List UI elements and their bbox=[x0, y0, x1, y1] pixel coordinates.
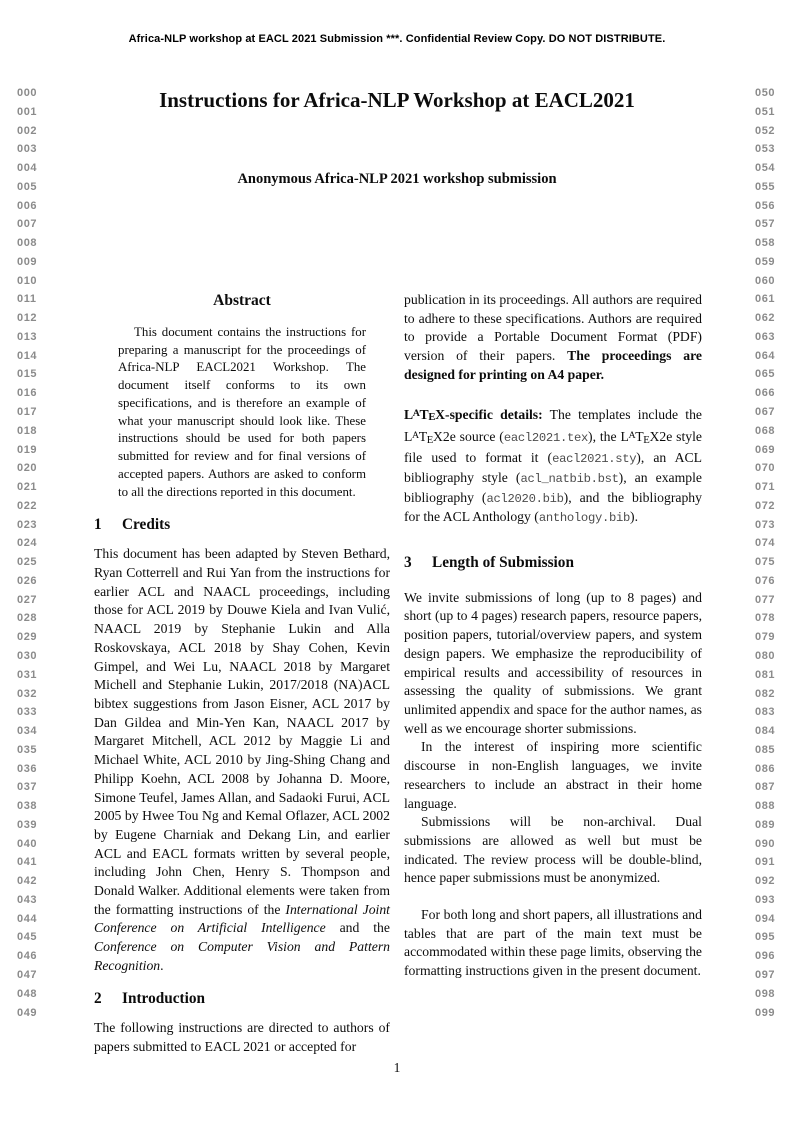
line-number: 032 bbox=[17, 687, 38, 700]
text-segment: eacl2021.tex bbox=[503, 430, 589, 445]
line-number: 070 bbox=[755, 462, 776, 475]
section-number: 1 bbox=[94, 515, 102, 533]
section-title: Length of Submission bbox=[432, 554, 574, 572]
line-number: 027 bbox=[17, 593, 38, 606]
text-segment: The proceedings are designed for printing on A4 paper. bbox=[404, 348, 702, 382]
line-number: 055 bbox=[755, 180, 776, 193]
line-number: 059 bbox=[755, 255, 776, 268]
line-number: 033 bbox=[17, 706, 38, 719]
line-number: 038 bbox=[17, 800, 38, 813]
line-number: 041 bbox=[17, 856, 38, 869]
line-number: 005 bbox=[17, 180, 38, 193]
length-paragraph-2 bbox=[404, 738, 702, 813]
line-number: 006 bbox=[17, 199, 38, 212]
text-segment: E bbox=[428, 411, 436, 424]
section-title: Introduction bbox=[122, 989, 206, 1007]
introduction-paragraph bbox=[94, 1019, 390, 1056]
line-number: 065 bbox=[755, 368, 776, 381]
text-segment: The templates include the L bbox=[404, 406, 702, 444]
line-number: 009 bbox=[17, 255, 38, 268]
line-number: 095 bbox=[755, 931, 776, 944]
text-segment: publication in its proceedings. All authors are required to adhere to these specifications. Authors are required to provide a Portable Document Format (PDF) version of their papers. bbox=[404, 292, 703, 364]
paper-title: Instructions for Africa-NLP Workshop at EACL2021 bbox=[159, 88, 635, 112]
text-segment: X2e source ( bbox=[433, 428, 504, 444]
line-number: 079 bbox=[755, 631, 776, 644]
line-number: 004 bbox=[17, 162, 38, 175]
text-segment: ), the L bbox=[588, 428, 629, 444]
line-number: 043 bbox=[17, 893, 38, 906]
line-number: 002 bbox=[17, 124, 38, 137]
line-number: 014 bbox=[17, 349, 38, 362]
line-number: 090 bbox=[755, 837, 776, 850]
text-segment: E bbox=[426, 433, 434, 446]
text-segment: For both long and short papers, all illustrations and tables that are part of the main text must be accommodated within these page limits, observing the formatting instructions given in the present document. bbox=[404, 907, 702, 979]
line-number: 093 bbox=[755, 893, 776, 906]
line-number: 040 bbox=[17, 837, 38, 850]
abstract-heading: Abstract bbox=[213, 292, 271, 309]
page-number: 1 bbox=[393, 1060, 401, 1075]
line-number: 017 bbox=[17, 406, 38, 419]
author-line: Anonymous Africa-NLP 2021 workshop submission bbox=[237, 171, 557, 187]
text-segment: ), an ACL bibliography style ( bbox=[404, 450, 702, 485]
text-segment: T bbox=[419, 406, 429, 422]
text-segment: X2e style file used to format it ( bbox=[404, 428, 702, 466]
line-number: 013 bbox=[17, 330, 38, 343]
line-number: 039 bbox=[17, 818, 38, 831]
line-number: 064 bbox=[755, 349, 776, 362]
line-number: 045 bbox=[17, 931, 38, 944]
line-number: 098 bbox=[755, 987, 776, 1000]
line-number: 001 bbox=[17, 105, 38, 118]
section-heading-introduction bbox=[94, 990, 390, 1009]
text-segment: L bbox=[404, 406, 414, 422]
text-segment: ). bbox=[630, 509, 639, 525]
introduction-continuation-paragraph bbox=[404, 291, 702, 385]
line-number: 068 bbox=[755, 424, 776, 437]
section-number: 3 bbox=[404, 554, 412, 572]
line-number: 049 bbox=[17, 1006, 38, 1019]
line-number: 042 bbox=[17, 875, 38, 888]
line-number: 071 bbox=[755, 481, 776, 494]
line-number: 097 bbox=[755, 968, 776, 981]
text-segment: eacl2021.sty bbox=[552, 452, 637, 467]
text-segment: We invite submissions of long (up to 8 pages) and short (up to 4 pages) research papers, resource papers, position papers, tutorial/overview papers, and system design papers. We emphasize the reproducibility of empirical results and accessibility of resources in assessing the quality of submissions. We grant unlimited appendix and space for the author names, as well as we encourage shorter submissions. bbox=[404, 589, 702, 736]
abstract-text: This document contains the instructions for preparing a manuscript for the proceedings of Africa-NLP EACL2021 Workshop. The document itself conforms to its own specifications, and is therefore an example of what your manuscript should look like. These instructions should be used for both papers submitted for review and for final versions of accepted papers. Authors are asked to conform to all the directions reported in this document. bbox=[118, 324, 366, 499]
line-number: 085 bbox=[755, 743, 776, 756]
line-number: 026 bbox=[17, 574, 38, 587]
line-number: 053 bbox=[755, 143, 776, 156]
line-number: 080 bbox=[755, 649, 776, 662]
line-number: 022 bbox=[17, 499, 38, 512]
text-segment: In the interest of inspiring more scientific discourse in non-English languages, we invite researchers to include an abstract in their home language. bbox=[404, 739, 702, 811]
line-number: 018 bbox=[17, 424, 38, 437]
line-number: 037 bbox=[17, 781, 38, 794]
line-number: 066 bbox=[755, 387, 776, 400]
line-number: 088 bbox=[755, 800, 776, 813]
line-number: 092 bbox=[755, 875, 776, 888]
line-number: 019 bbox=[17, 443, 38, 456]
line-number-ruler-left bbox=[17, 84, 37, 1022]
latex-details-paragraph bbox=[404, 405, 702, 529]
line-number: 078 bbox=[755, 612, 776, 625]
section-heading-credits bbox=[94, 516, 390, 535]
line-number: 089 bbox=[755, 818, 776, 831]
text-segment: A bbox=[411, 429, 420, 441]
line-number: 099 bbox=[755, 1006, 776, 1019]
line-number: 077 bbox=[755, 593, 776, 606]
text-segment: T bbox=[635, 428, 644, 444]
line-number: 081 bbox=[755, 668, 776, 681]
line-number: 091 bbox=[755, 856, 776, 869]
text-segment: and the bbox=[325, 920, 390, 936]
text-segment: X-specific details: bbox=[435, 406, 543, 422]
text-segment: The following instructions are directed to authors of papers submitted to EACL 2021 or accepted for bbox=[94, 1020, 390, 1054]
line-number: 008 bbox=[17, 237, 38, 250]
section-title: Credits bbox=[122, 515, 171, 533]
line-number: 025 bbox=[17, 556, 38, 569]
line-number: 050 bbox=[755, 87, 776, 99]
text-segment: acl2020.bib bbox=[486, 491, 564, 506]
text-segment: T bbox=[418, 428, 428, 444]
text-segment: ), an example bibliography ( bbox=[404, 469, 703, 505]
line-number: 084 bbox=[755, 725, 776, 738]
line-number: 030 bbox=[17, 649, 38, 662]
line-number: 096 bbox=[755, 950, 776, 963]
line-number: 010 bbox=[17, 274, 38, 287]
text-segment: This document has been adapted by Steven Bethard, Ryan Cotterrell and Rui Yan from the instructions for earlier ACL and NAACL proceedings, including those for ACL 2019 by Douwe Kiela and Ivan Vulić, NAACL 2019 by Stephanie Lukin and Alla Roskovskaya, ACL 2018 by Shay Cohen, Kevin Gimpel, and Wei Lu, NAACL 2018 by Margaret Michell and Stephanie Lukin, 2017/2018 (NA)ACL bibtex suggestions from Jason Eisner, ACL 2017 by Dan Gildea and Min-Yen Kan, NAACL 2017 by Margaret Mitchell, ACL 2012 by Maggie Li and Michael White, ACL 2010 by Jing-Shing Chang and Philipp Koehn, ACL 2008 by Johanna D. Moore, Simone Teufel, James Allan, and Sadaoki Furui, ACL 2005 by Hwee Tou Ng and Kemal Oflazer, ACL 2002 by Eugene Charniak and Dekang Lin, and earlier ACL and EACL formats written by several people, including John Chen, Henry S. Thompson and Donald Walker. Additional elements were taken from the formatting instructions of the bbox=[94, 546, 390, 917]
column-right bbox=[404, 291, 702, 981]
line-number: 094 bbox=[755, 912, 776, 925]
line-number: 074 bbox=[755, 537, 776, 550]
line-number: 012 bbox=[17, 312, 38, 325]
column-left bbox=[94, 292, 390, 1057]
line-number: 087 bbox=[755, 781, 776, 794]
text-segment: ), and the bibliography for the ACL Anthology ( bbox=[404, 489, 702, 525]
text-segment: . bbox=[160, 957, 164, 973]
line-number: 031 bbox=[17, 668, 38, 681]
line-number: 035 bbox=[17, 743, 38, 756]
line-number: 082 bbox=[755, 687, 776, 700]
line-number: 057 bbox=[755, 218, 776, 231]
line-number: 069 bbox=[755, 443, 776, 456]
line-number: 056 bbox=[755, 199, 776, 212]
length-paragraph-4 bbox=[404, 906, 702, 981]
line-number: 060 bbox=[755, 274, 776, 287]
line-number: 020 bbox=[17, 462, 38, 475]
confidential-header: Africa-NLP workshop at EACL 2021 Submission ***. Confidential Review Copy. DO NOT DISTRIBUTE. bbox=[128, 33, 666, 45]
credits-paragraph bbox=[94, 545, 390, 975]
text-segment: anthology.bib bbox=[538, 511, 631, 526]
text-segment: acl_natbib.bst bbox=[520, 471, 619, 486]
line-number: 029 bbox=[17, 631, 38, 644]
text-segment: A bbox=[628, 429, 636, 441]
line-number: 036 bbox=[17, 762, 38, 775]
line-number: 015 bbox=[17, 368, 38, 381]
text-segment: International Joint Conference on Artificial Intelligence bbox=[94, 901, 390, 936]
length-paragraph-3 bbox=[404, 813, 702, 888]
line-number: 024 bbox=[17, 537, 38, 550]
line-number: 086 bbox=[755, 762, 776, 775]
line-number: 011 bbox=[17, 293, 37, 306]
line-number: 023 bbox=[17, 518, 38, 531]
line-number: 048 bbox=[17, 987, 38, 1000]
line-number: 047 bbox=[17, 968, 38, 981]
line-number: 000 bbox=[17, 87, 38, 99]
line-number: 054 bbox=[755, 162, 776, 175]
line-number: 046 bbox=[17, 950, 38, 963]
line-number: 061 bbox=[755, 293, 776, 306]
line-number: 051 bbox=[755, 105, 776, 118]
line-number: 034 bbox=[17, 725, 38, 738]
line-number: 062 bbox=[755, 312, 776, 325]
line-number: 072 bbox=[755, 499, 776, 512]
line-number: 076 bbox=[755, 574, 776, 587]
line-number-ruler-right bbox=[755, 84, 775, 1022]
line-number: 003 bbox=[17, 143, 38, 156]
text-segment: E bbox=[643, 433, 650, 446]
line-number: 028 bbox=[17, 612, 38, 625]
line-number: 075 bbox=[755, 556, 776, 569]
text-segment: A bbox=[412, 407, 420, 419]
text-segment: Submissions will be non-archival. Dual submissions are allowed as well but must be indicated. The review process will be double-blind, hence paper submissions must be anonymized. bbox=[404, 814, 702, 886]
line-number: 044 bbox=[17, 912, 38, 925]
line-number: 016 bbox=[17, 387, 38, 400]
line-number: 067 bbox=[755, 406, 776, 419]
section-heading-length bbox=[404, 554, 702, 573]
line-number: 021 bbox=[17, 481, 38, 494]
length-paragraph-1 bbox=[404, 589, 702, 739]
line-number: 058 bbox=[755, 237, 776, 250]
line-number: 083 bbox=[755, 706, 776, 719]
text-segment: Conference on Computer Vision and Pattern Recognition bbox=[94, 939, 390, 973]
section-number: 2 bbox=[94, 989, 102, 1007]
line-number: 073 bbox=[755, 518, 776, 531]
line-number: 063 bbox=[755, 330, 776, 343]
line-number: 007 bbox=[17, 218, 38, 231]
line-number: 052 bbox=[755, 124, 776, 137]
